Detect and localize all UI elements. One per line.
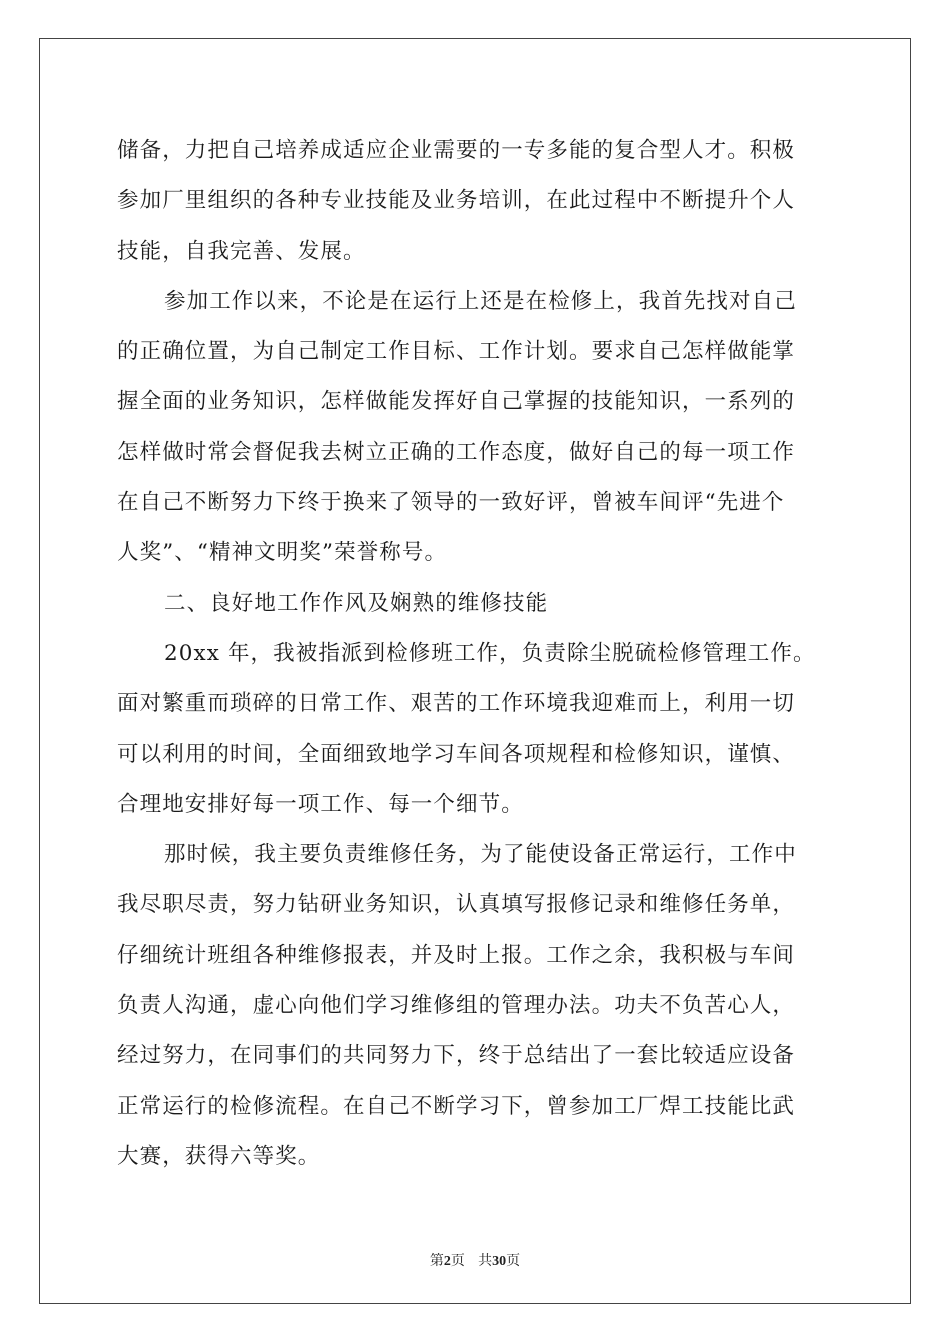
paragraph-start-line: 参加工作以来，不论是在运行上还是在检修上，我首先找对自己	[164, 288, 797, 314]
text-line: 可以利用的时间，全面细致地学习车间各项规程和检修知识，谨慎、	[117, 741, 796, 767]
page-prefix: 第	[429, 1253, 444, 1269]
text-line: 面对繁重而琐碎的日常工作、艰苦的工作环境我迎难而上，利用一切	[117, 691, 796, 717]
text-line: 在自己不断努力下终于换来了领导的一致好评，曾被车间评“先进个	[117, 490, 785, 516]
section-heading: 二、良好地工作作风及娴熟的维修技能	[164, 590, 549, 616]
text-line: 经过努力，在同事们的共同努力下，终于总结出了一套比较适应设备	[117, 1043, 796, 1069]
paragraph-start-line: 20xx 年，我被指派到检修班工作，负责除尘脱硫检修管理工作。	[164, 640, 816, 666]
total-suffix: 页	[506, 1253, 521, 1269]
text-line: 大赛，获得六等奖。	[117, 1143, 321, 1169]
total-prefix: 共	[478, 1253, 493, 1269]
text-line: 握全面的业务知识，怎样做能发挥好自己掌握的技能知识，一系列的	[117, 389, 796, 415]
text-line: 的正确位置，为自己制定工作目标、工作计划。要求自己怎样做能掌	[117, 339, 796, 365]
paragraph-start-line: 那时候，我主要负责维修任务，为了能使设备正常运行，工作中	[164, 842, 797, 868]
total-pages: 30	[492, 1254, 507, 1269]
text-line: 负责人沟通，虚心向他们学习维修组的管理办法。功夫不负苦心人，	[117, 993, 796, 1019]
text-line: 储备，力把自己培养成适应企业需要的一专多能的复合型人才。积极	[117, 138, 796, 163]
text-line: 合理地安排好每一项工作、每一个细节。	[117, 791, 524, 817]
text-line: 正常运行的检修流程。在自己不断学习下，曾参加工厂焊工技能比武	[117, 1093, 796, 1119]
text-line: 我尽职尽责，努力钻研业务知识，认真填写报修记录和维修任务单，	[117, 892, 796, 918]
text-line: 参加厂里组织的各种专业技能及业务培训，在此过程中不断提升个人	[117, 188, 796, 214]
text-line: 技能，自我完善、发展。	[117, 238, 366, 264]
page-number: 2	[443, 1254, 451, 1269]
page-footer	[0, 1250, 950, 1270]
text-line: 仔细统计班组各种维修报表，并及时上报。工作之余，我积极与车间	[117, 942, 796, 968]
text-line: 怎样做时常会督促我去树立正确的工作态度，做好自己的每一项工作	[117, 439, 796, 465]
page-suffix: 页	[450, 1253, 465, 1269]
document-body	[117, 126, 837, 1182]
text-line: 人奖”、“精神文明奖”荣誉称号。	[117, 540, 448, 566]
